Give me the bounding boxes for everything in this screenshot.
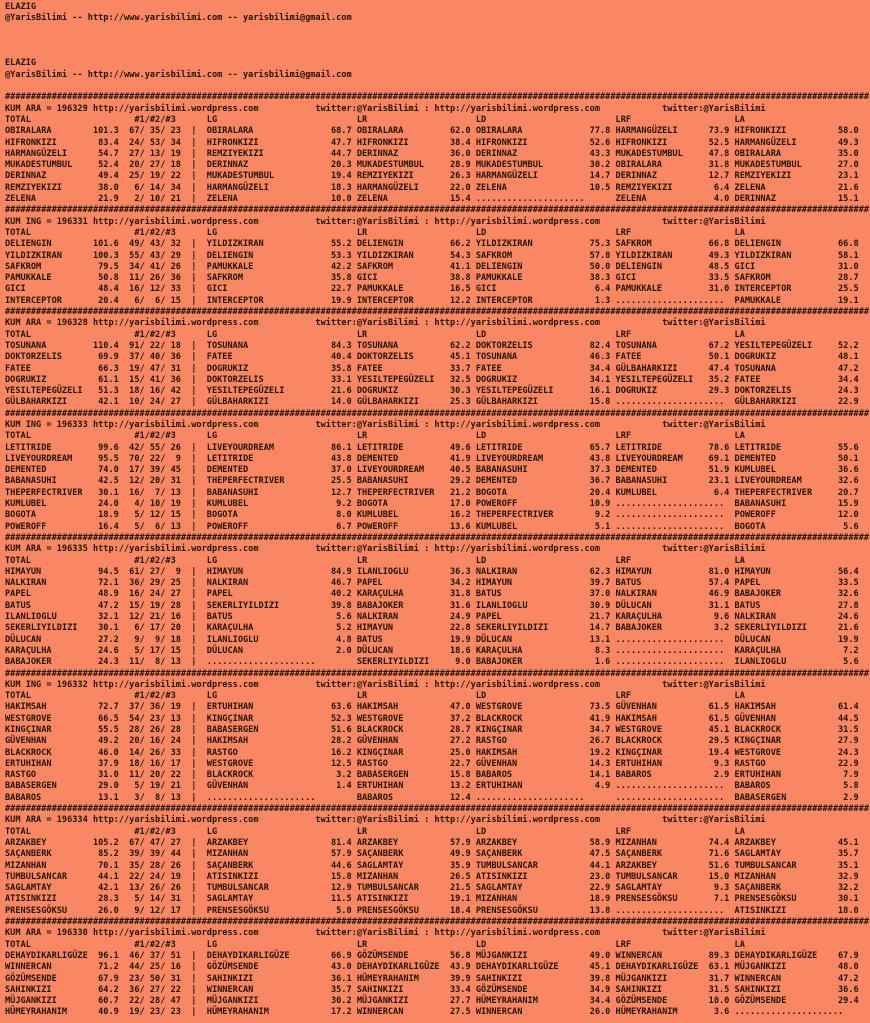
- blank-line: [5, 81, 870, 92]
- stats-row: INTERCEPTOR 20.4 6/ 6/ 15 | INTERCEPTOR 19.9 INTERCEPTOR 12.2 INTERCEPTOR 1.3 ..................... PAMUKKALE 19.1: [5, 295, 859, 306]
- race-meta-line: KUM ARA = 196330 http://yarisbilimi.wordpress.com twitter:@YarisBilimi : http://yarisbilimi.wordpress.com twitter:@YarisBilimi: [5, 928, 766, 939]
- stats-row: HARMANGÜZELI 54.7 27/ 13/ 19 | REMZIYEKIZI 44.7 DERINNAZ 36.0 DERINNAZ 43.3 MUKADESTUMBUL 47.8 OBIRALARA 35.0: [5, 148, 859, 159]
- stats-row: YILDIZKIRAN 100.3 55/ 43/ 29 | DELIENGIN 53.3 YILDIZKIRAN 54.3 SAFKROM 57.8 YILDIZKIRAN 49.3 YILDIZKIRAN 58.1: [5, 250, 859, 261]
- separator-line: #######################################################################################################################################################################: [5, 804, 870, 815]
- stats-row: GICI 48.4 16/ 12/ 33 | GICI 22.7 PAMUKKALE 16.5 GICI 6.4 PAMUKKALE 31.0 INTERCEPTOR 25.5: [5, 284, 859, 295]
- race-section: [5, 307, 870, 409]
- race-meta-line: KUM ING = 196333 http://yarisbilimi.wordpress.com twitter:@YarisBilimi : http://yarisbilimi.wordpress.com twitter:@YarisBilimi: [5, 419, 766, 430]
- stats-row: DELIENGIN 101.6 49/ 43/ 32 | YILDIZKIRAN 55.2 DELIENGIN 66.2 YILDIZKIRAN 75.3 SAFKROM 66.8 DELIENGIN 66.8: [5, 239, 859, 250]
- stats-row: ATISINKIZI 28.3 5/ 14/ 31 | SAGLAMTAY 11.5 ATISINKIZI 19.1 MIZANHAN 18.9 PRENSESGÖKSU 7.1 PRENSESGÖKSU 30.1: [5, 894, 859, 905]
- stats-row: BABAJOKER 24.3 11/ 8/ 13 | ..................... SEKERLIYILDIZI 9.0 BABAJOKER 1.6 ..................... ILANLIOGLU 5.6: [5, 657, 859, 668]
- stats-row: HIFRONKIZI 83.4 24/ 53/ 34 | HIFRONKIZI 47.7 HIFRONKIZI 38.4 HIFRONKIZI 52.6 HIFRONKIZI 52.5 HARMANGÜZELI 49.3: [5, 137, 859, 148]
- stats-row: HIMAYUN 94.5 61/ 27/ 9 | HIMAYUN 84.9 ILANLIOGLU 36.3 NALKIRAN 62.3 HIMAYUN 81.0 HIMAYUN 56.4: [5, 566, 859, 577]
- stats-row: DEHAYDIKARLIGÜZE 96.1 46/ 37/ 51 | DEHAYDIKARLIGÜZE 66.9 GÖZÜMSENDE 56.8 MÜJGANKIZI 49.0 WINNERCAN 89.3 DEHAYDIKARLIGÜZE 67.9: [5, 950, 859, 961]
- stats-row: BLACKROCK 46.0 14/ 26/ 33 | RASTGO 16.2 KINGÇINAR 25.0 HAKIMSAH 19.2 KINGÇINAR 19.4 WESTGROVE 24.3: [5, 747, 859, 758]
- stats-row: SAFKROM 79.5 34/ 41/ 26 | PAMUKKALE 42.2 SAFKROM 41.1 DELIENGIN 50.0 DELIENGIN 48.5 GICI 31.0: [5, 261, 859, 272]
- blank-line: [5, 25, 870, 36]
- stats-row: KINGÇINAR 55.5 28/ 26/ 28 | BABASERGEN 51.6 BLACKROCK 28.7 KINGÇINAR 34.7 WESTGROVE 45.1 BLACKROCK 31.5: [5, 725, 859, 735]
- separator-line: #######################################################################################################################################################################: [5, 917, 870, 928]
- stats-row: LIVEYOURDREAM 95.5 70/ 22/ 9 | LETITRIDE 43.8 DEMENTED 41.9 LIVEYOURDREAM 43.8 LIVEYOURDREAM 69.1 DEMENTED 50.1: [5, 453, 859, 464]
- race-section: [5, 804, 870, 917]
- stats-row: ARZAKBEY 105.2 67/ 47/ 27 | ARZAKBEY 81.4 ARZAKBEY 57.9 ARZAKBEY 58.9 MIZANHAN 74.4 ARZAKBEY 45.1: [5, 837, 859, 848]
- race-meta-line: KUM ARA = 196335 http://yarisbilimi.wordpress.com twitter:@YarisBilimi : http://yarisbilimi.wordpress.com twitter:@YarisBilimi: [5, 544, 766, 555]
- stats-row: MIZANHAN 70.1 35/ 28/ 26 | SAÇANBERK 44.6 SAGLAMTAY 35.9 TUMBULSANCAR 44.1 ARZAKBEY 51.6 TUMBULSANCAR 35.1: [5, 860, 859, 871]
- separator-line: #######################################################################################################################################################################: [5, 532, 870, 543]
- stats-row: OBIRALARA 101.3 67/ 35/ 23 | OBIRALARA 68.7 OBIRALARA 62.0 OBIRALARA 77.8 HARMANGÜZELI 73.9 HIFRONKIZI 58.0: [5, 126, 859, 137]
- separator-line: #######################################################################################################################################################################: [5, 408, 870, 419]
- stats-row: PRENSESGÖKSU 26.0 9/ 12/ 17 | PRENSESGÖKSU 5.0 PRENSESGÖKSU 18.4 PRENSESGÖKSU 13.8 ..................... ATISINKIZI 18.0: [5, 905, 859, 916]
- column-header-line: TOTAL #1/#2/#3 LG LR LD LRF LA: [5, 939, 745, 950]
- stats-row: SAÇANBERK 85.2 39/ 39/ 44 | MIZANHAN 57.9 SAÇANBERK 49.9 SAÇANBERK 47.5 SAÇANBERK 71.6 SAGLAMTAY 35.7: [5, 849, 859, 860]
- stats-row: MUKADESTUMBUL 52.4 20/ 27/ 18 | DERINNAZ 20.3 MUKADESTUMBUL 28.9 MUKADESTUMBUL 30.2 OBIRALARA 31.8 MUKADESTUMBUL 27.0: [5, 160, 859, 171]
- stats-row: LETITRIDE 99.6 42/ 55/ 26 | LIVEYOURDREAM 86.1 LETITRIDE 49.6 LETITRIDE 65.7 LETITRIDE 78.6 LETITRIDE 55.6: [5, 442, 859, 453]
- stats-row: KARAÇULHA 24.6 5/ 17/ 15 | DÜLUCAN 2.0 DÜLUCAN 18.6 KARAÇULHA 8.3 ..................... KARAÇULHA 7.2: [5, 645, 859, 656]
- column-header-line: TOTAL #1/#2/#3 LG LR LD LRF LA: [5, 691, 745, 702]
- blank-line: [5, 47, 870, 58]
- stats-row: FATEE 66.3 19/ 47/ 31 | DOGRUKIZ 35.8 FATEE 33.7 FATEE 34.4 GÜLBAHARKIZI 47.4 TOSUNANA 47.2: [5, 363, 859, 374]
- stats-row: BABAROS 13.1 3/ 8/ 13 | ..................... BABAROS 12.4 ..................... ..................... BABASERGEN 2.9: [5, 792, 859, 803]
- stats-row: DOGRUKIZ 61.1 15/ 41/ 36 | DOKTORZELIS 33.1 YESILTEPEGÜZELI 32.5 DOGRUKIZ 34.1 YESILTEPEGÜZELI 35.2 FATEE 34.4: [5, 374, 859, 385]
- race-tables: [5, 92, 870, 1018]
- stats-row: HÜMEYRAHANIM 40.9 19/ 23/ 23 | HÜMEYRAHANIM 17.2 WINNERCAN 27.5 WINNERCAN 26.0 HÜMEYRAHANIM 3.6 .....................: [5, 1007, 844, 1018]
- stats-row: NALKIRAN 72.1 36/ 29/ 25 | NALKIRAN 46.7 PAPEL 34.2 HIMAYUN 39.7 BATUS 57.4 PAPEL 33.5: [5, 578, 859, 589]
- separator-line: #######################################################################################################################################################################: [5, 205, 870, 216]
- stats-row: DOKTORZELIS 69.9 37/ 40/ 36 | FATEE 40.4 DOKTORZELIS 45.1 TOSUNANA 46.3 FATEE 50.1 DOGRUKIZ 48.1: [5, 352, 859, 363]
- stats-row: ILANLIOGLU 32.1 12/ 21/ 16 | BATUS 5.6 NALKIRAN 24.9 PAPEL 21.7 KARAÇULHA 9.6 NALKIRAN 24.6: [5, 612, 859, 623]
- stats-row: TOSUNANA 110.4 91/ 22/ 18 | TOSUNANA 84.3 TOSUNANA 62.2 DOKTORZELIS 82.4 TOSUNANA 67.2 YESILTEPEGÜZELI 52.2: [5, 340, 859, 351]
- stats-row: DERINNAZ 49.4 25/ 19/ 22 | MUKADESTUMBUL 19.4 REMZIYEKIZI 26.3 HARMANGÜZELI 14.7 DERINNAZ 12.7 REMZIYEKIZI 23.1: [5, 171, 859, 182]
- stats-row: ERTUHIHAN 37.9 18/ 16/ 17 | WESTGROVE 12.5 RASTGO 22.7 GÜVENHAN 14.3 ERTUHIHAN 9.3 RASTGO 22.9: [5, 758, 859, 769]
- race-section: [5, 205, 870, 307]
- column-header-line: TOTAL #1/#2/#3 LG LR LD LRF LA: [5, 329, 745, 340]
- stats-row: SEKERLIYILDIZI 30.1 6/ 17/ 20 | KARAÇULHA 5.2 HIMAYUN 22.8 SEKERLIYILDIZI 14.7 BABAJOKER 3.2 SEKERLIYILDIZI 21.6: [5, 623, 859, 634]
- stats-row: WINNERCAN 71.2 44/ 25/ 16 | GÖZÜMSENDE 43.0 DEHAYDIKARLIGÜZE 43.9 DEHAYDIKARLIGÜZE 45.1 DEHAYDIKARLIGÜZE 63.1 MÜJGANKIZI 48.0: [5, 962, 859, 973]
- race-section: [5, 917, 870, 1019]
- stats-row: BABASERGEN 29.0 5/ 19/ 21 | GÜVENHAN 1.4 ERTUHIHAN 13.2 ERTUHIHAN 4.9 ..................... BABAROS 5.8: [5, 781, 859, 792]
- race-section: [5, 92, 870, 205]
- stats-row: GÜLBAHARKIZI 42.1 10/ 24/ 27 | GÜLBAHARKIZI 14.0 GÜLBAHARKIZI 25.3 GÜLBAHARKIZI 15.8 ..................... GÜLBAHARKIZI 22.9: [5, 397, 859, 408]
- race-meta-line: KUM ARA = 196328 http://yarisbilimi.wordpress.com twitter:@YarisBilimi : http://yarisbilimi.wordpress.com twitter:@YarisBilimi: [5, 318, 766, 329]
- stats-row: SAHINKIZI 64.2 36/ 27/ 22 | WINNERCAN 35.7 SAHINKIZI 33.4 GÖZÜMSENDE 34.9 SAHINKIZI 31.5 SAHINKIZI 36.6: [5, 984, 859, 995]
- stats-row: DÜLUCAN 27.2 9/ 9/ 18 | ILANLIOGLU 4.8 BATUS 19.9 DÜLUCAN 13.1 ..................... DÜLUCAN 19.9: [5, 634, 859, 645]
- race-section: [5, 409, 870, 533]
- stats-row: BOGOTA 18.9 5/ 12/ 15 | BOGOTA 8.0 KUMLUBEL 16.2 THEPERFECTRIVER 9.2 ..................... POWEROFF 12.0: [5, 510, 859, 521]
- column-header-line: TOTAL #1/#2/#3 LG LR LD LRF LA: [5, 227, 745, 238]
- stats-row: RASTGO 31.0 11/ 20/ 22 | BLACKROCK 3.2 BABASERGEN 15.8 BABAROS 14.1 BABAROS 2.9 ERTUHIHAN 7.9: [5, 770, 859, 781]
- race-meta-line: KUM ING = 196331 http://yarisbilimi.wordpress.com twitter:@YarisBilimi : http://yarisbilimi.wordpress.com twitter:@YarisBilimi: [5, 216, 766, 227]
- stats-row: HAKIMSAH 72.7 37/ 36/ 19 | ERTUHIHAN 63.6 HAKIMSAH 47.0 WESTGROVE 73.5 GÜVENHAN 61.5 HAKIMSAH 61.4: [5, 702, 859, 713]
- column-header-line: TOTAL #1/#2/#3 LG LR LD LRF LA: [5, 555, 745, 566]
- stats-row: KUMLUBEL 24.0 4/ 10/ 19 | KUMLUBEL 9.2 BOGOTA 17.0 POWEROFF 10.9 ..................... BABANASUHI 15.9: [5, 499, 859, 510]
- stats-row: POWEROFF 16.4 5/ 6/ 13 | POWEROFF 6.7 POWEROFF 13.6 KUMLUBEL 5.1 ..................... BOGOTA 5.6: [5, 521, 859, 532]
- separator-line: #######################################################################################################################################################################: [5, 668, 870, 679]
- stats-row: BATUS 47.2 15/ 19/ 28 | SEKERLIYILDIZI 39.8 BABAJOKER 31.6 ILANLIOGLU 30.9 DÜLUCAN 31.1 BATUS 27.8: [5, 600, 859, 611]
- contact-line: @YarisBilimi -- http://www.yarisbilimi.com -- yarisbilimi@gmail.com: [5, 13, 352, 24]
- column-header-line: TOTAL #1/#2/#3 LG LR LD LRF LA: [5, 431, 745, 442]
- race-meta-line: KUM ARA = 196329 http://yarisbilimi.wordpress.com twitter:@YarisBilimi : http://yarisbilimi.wordpress.com twitter:@YarisBilimi: [5, 103, 766, 114]
- stats-row: ZELENA 21.9 2/ 10/ 21 | ZELENA 10.0 ZELENA 15.4 ..................... ZELENA 4.0 DERINNAZ 15.1: [5, 194, 859, 205]
- stats-row: SAGLAMTAY 42.1 13/ 26/ 26 | TUMBULSANCAR 12.9 TUMBULSANCAR 21.5 SAGLAMTAY 22.9 SAGLAMTAY 9.3 SAÇANBERK 32.2: [5, 883, 859, 894]
- stats-row: YESILTEPEGÜZELI 51.3 18/ 16/ 42 | YESILTEPEGÜZELI 21.6 DOGRUKIZ 30.3 YESILTEPEGÜZELI 16.1 DOGRUKIZ 29.3 DOKTORZELIS 24.3: [5, 386, 859, 397]
- track-name-repeat: ELAZIG: [5, 58, 37, 69]
- contact-line-repeat: @YarisBilimi -- http://www.yarisbilimi.com -- yarisbilimi@gmail.com: [5, 69, 352, 80]
- stats-row: BABANASUHI 42.5 12/ 20/ 31 | THEPERFECTRIVER 25.5 BABANASUHI 29.2 DEMENTED 36.7 BABANASUHI 23.1 LIVEYOURDREAM 32.6: [5, 476, 859, 487]
- stats-row: DEMENTED 74.0 17/ 39/ 45 | DEMENTED 37.0 LIVEYOURDREAM 40.5 BABANASUHI 37.3 DEMENTED 51.9 KUMLUBEL 36.6: [5, 465, 859, 476]
- race-meta-line: KUM ING = 196332 http://yarisbilimi.wordpress.com twitter:@YarisBilimi : http://yarisbilimi.wordpress.com twitter:@YarisBilimi: [5, 679, 766, 690]
- stats-row: THEPERFECTRIVER 30.1 16/ 7/ 13 | BABANASUHI 12.7 THEPERFECTRIVER 21.2 BOGOTA 20.4 KUMLUBEL 6.4 THEPERFECTRIVER 20.7: [5, 487, 859, 498]
- separator-line: #######################################################################################################################################################################: [5, 307, 870, 318]
- stats-row: GÜVENHAN 49.2 20/ 16/ 24 | HAKIMSAH 28.2 GÜVENHAN 27.2 RASTGO 26.7 BLACKROCK 29.5 KINGÇINAR 27.9: [5, 736, 859, 747]
- stats-row: WESTGROVE 66.5 54/ 23/ 13 | KINGÇINAR 52.3 WESTGROVE 37.2 BLACKROCK 41.9 HAKIMSAH 61.5 GÜVENHAN 44.5: [5, 713, 859, 724]
- separator-line: #######################################################################################################################################################################: [5, 92, 870, 103]
- race-meta-line: KUM ARA = 196334 http://yarisbilimi.wordpress.com twitter:@YarisBilimi : http://yarisbilimi.wordpress.com twitter:@YarisBilimi: [5, 815, 766, 826]
- stats-row: PAPEL 48.9 16/ 24/ 27 | PAPEL 40.2 KARAÇULHA 31.8 BATUS 37.0 NALKIRAN 46.9 BABAJOKER 32.6: [5, 589, 859, 600]
- blank-line: [5, 36, 870, 47]
- stats-row: GÖZÜMSENDE 67.9 23/ 50/ 31 | SAHINKIZI 36.1 HÜMEYRAHANIM 39.9 SAHINKIZI 39.8 MÜJGANKIZI 31.7 WINNERCAN 47.2: [5, 973, 859, 984]
- race-section: [5, 533, 870, 669]
- stats-row: TUMBULSANCAR 44.1 22/ 24/ 19 | ATISINKIZI 15.8 MIZANHAN 26.5 ATISINKIZI 23.0 TUMBULSANCAR 15.0 MIZANHAN 32.9: [5, 871, 859, 882]
- stats-row: PAMUKKALE 50.8 11/ 26/ 36 | SAFKROM 35.8 GICI 38.8 PAMUKKALE 38.3 GICI 33.5 SAFKROM 28.7: [5, 273, 859, 284]
- stats-row: REMZIYEKIZI 38.0 6/ 14/ 34 | HARMANGÜZELI 18.3 HARMANGÜZELI 22.0 ZELENA 10.5 REMZIYEKIZI 6.4 ZELENA 21.6: [5, 182, 859, 193]
- column-header-line: TOTAL #1/#2/#3 LG LR LD LRF LA: [5, 826, 745, 837]
- track-name: ELAZIG: [5, 2, 37, 12]
- stats-row: MÜJGANKIZI 60.7 22/ 28/ 47 | MÜJGANKIZI 30.2 MÜJGANKIZI 27.7 HÜMEYRAHANIM 34.4 GÖZÜMSENDE 10.0 GÖZÜMSENDE 29.4: [5, 996, 859, 1007]
- column-header-line: TOTAL #1/#2/#3 LG LR LD LRF LA: [5, 114, 745, 125]
- race-section: [5, 669, 870, 805]
